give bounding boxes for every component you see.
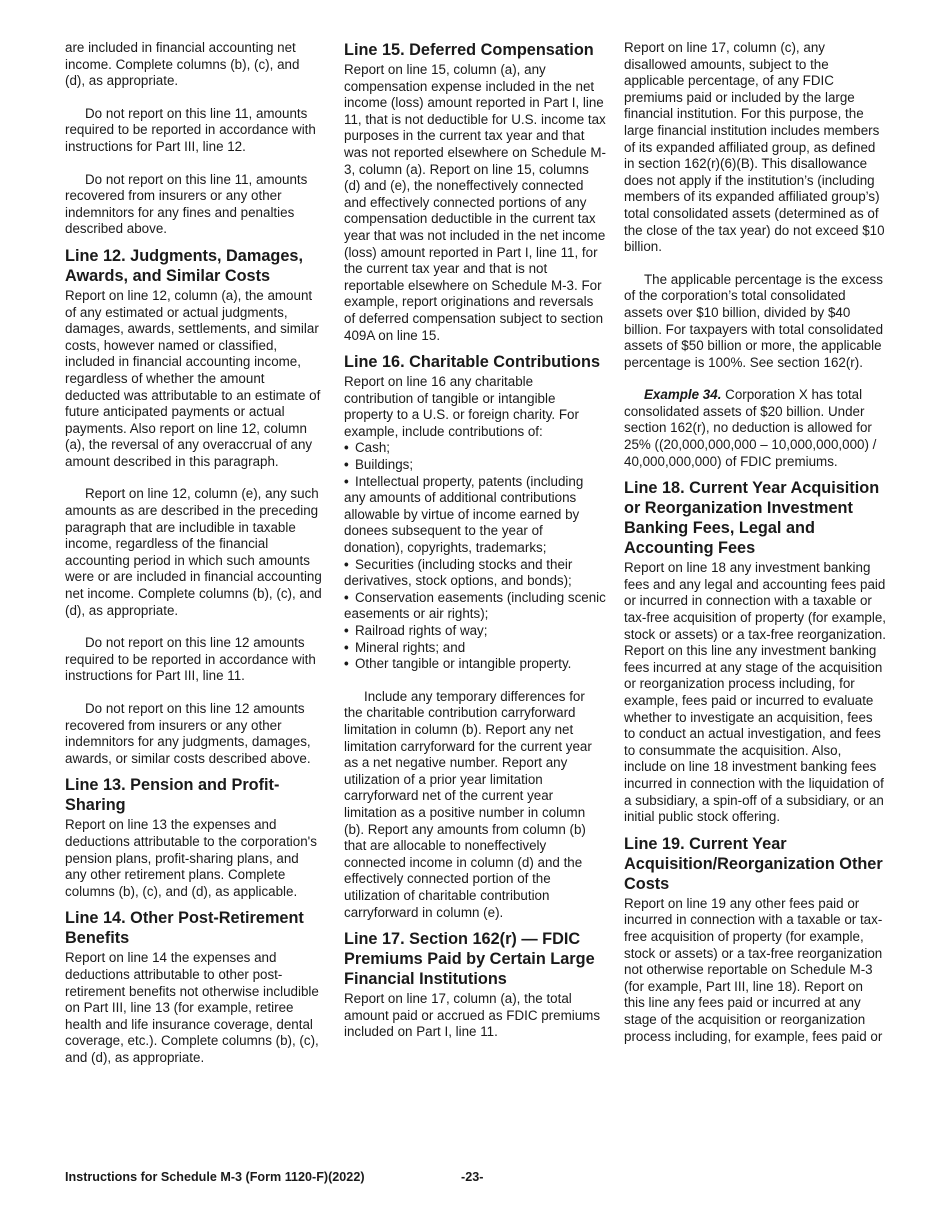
list-item: • Securities (including stocks and their derivatives, stock options, and bonds); bbox=[344, 556, 573, 589]
heading-line-17: Line 17. Section 162(r) — FDIC Premiums Paid by Certain Large Financial Institutions bbox=[344, 930, 595, 989]
column-right bbox=[624, 40, 886, 1045]
page-footer bbox=[65, 1170, 865, 1184]
paragraph: Do not report on this line 11, amounts required to be reported in accordance with instructions for Part III, line 12. bbox=[65, 105, 316, 154]
paragraph: Report on line 17, column (c), any disallowed amounts, subject to the applicable percentage, of any FDIC premiums paid or included by the large financial institution. For this purpose, the large financial institution includes members of its expanded affiliated group, as defined in section 162(r)(6)(B). This disallowance does not apply if the institution’s (including members of its expanded affiliated group’s) total consolidated assets (determined as of the close of the tax year) do not exceed $10 billion. bbox=[624, 40, 885, 255]
heading-line-15: Line 15. Deferred Compensation bbox=[344, 41, 594, 59]
column-left bbox=[65, 40, 323, 1067]
list-item: • Buildings; bbox=[344, 457, 414, 473]
example-label: Example 34. bbox=[644, 387, 722, 403]
paragraph: Report on line 19 any other fees paid or incurred in connection with a taxable or tax-free acquisition of property (for example, stock or assets) or a tax-free reorganization not otherwise reportable on Schedule M-3 (for example, Part III, line 18). Report on this line any fees paid or incurred at any stage of the acquisition or reorganization process including, for example, fees paid or bbox=[624, 895, 883, 1044]
list-item: • Cash; bbox=[344, 440, 390, 456]
paragraph: Report on line 16 any charitable contribution of tangible or intangible property to a U.S. or foreign charity. For example, include contributions of: bbox=[344, 374, 579, 439]
example-text: Corporation X has total consolidated assets of $20 billion. Under section 162(r), no deduction is allowed for 25% ((20,000,000,000 – 10,000,000,000) / 40,000,000,000) of FDIC premiums. bbox=[624, 387, 877, 469]
heading-line-14: Line 14. Other Post-Retirement Benefits bbox=[65, 909, 304, 948]
paragraph: Do not report on this line 12 amounts recovered from insurers or any other indemnitors for any judgments, damages, awards, or similar costs described above. bbox=[65, 701, 311, 766]
footer-title: Instructions for Schedule M-3 (Form 1120-F)(2022) bbox=[65, 1170, 365, 1184]
heading-line-19: Line 19. Current Year Acquisition/Reorganization Other Costs bbox=[624, 834, 883, 893]
paragraph: Report on line 17, column (a), the total amount paid or accrued as FDIC premiums included on Part I, line 11. bbox=[344, 991, 601, 1040]
heading-line-16: Line 16. Charitable Contributions bbox=[344, 353, 601, 372]
paragraph: Report on line 12, column (e), any such amounts as are described in the preceding paragraph that are includible in taxable income, regardless of the financial accounting period in which such amounts were or are included in financial accounting net income. Complete columns (b), (c), and (d), as appropriate. bbox=[65, 486, 322, 618]
list-item: • Conservation easements (including scenic easements or air rights); bbox=[344, 589, 606, 622]
paragraph: Report on line 13 the expenses and deductions attributable to the corporation's pension plans, profit-sharing plans, and any other retirement plans. Complete columns (b), (c), and (d), as applicable. bbox=[65, 817, 317, 899]
paragraph: Include any temporary differences for the charitable contribution carryforward limitation in column (b). Report any net limitation carryforward for the current year as a net negative number. Report any utilization of a prior year limitation carryforward net of the current year limitation as a positive number in column (b). Report any amounts from column (b) that are allocable to noneffectively connected income in column (d) and the effectively connected portion of the utilization of charitable contribution carryforward in column (e). bbox=[344, 688, 592, 920]
column-middle bbox=[344, 40, 606, 1041]
bullet-icon: • bbox=[344, 623, 349, 638]
paragraph: Report on line 15, column (a), any compensation expense included in the net income (loss) amount reported in Part I, line 11, that is not deductible for U.S. income tax purposes in the current tax year and that was not reported elsewhere on Schedule M-3, column (a). Report on line 15, columns (d) and (e), the noneffectively connected and effectively connected portions of any compensation deductible in the current tax year that was not included in the net income (loss) amount reported in Part I, line 11, for the current tax year and that is not reportable elsewhere on Schedule M-3. For example, report originations and reversals of deferred compensation subject to section 409A on line 15. bbox=[344, 62, 607, 343]
bullet-icon: • bbox=[344, 457, 349, 473]
paragraph: The applicable percentage is the excess of the corporation’s total consolidated assets over $10 billion, divided by $40 billion. For taxpayers with total consolidated assets of $50 billion or more, the applicable percentage is 100%. See section 162(r). bbox=[624, 271, 884, 370]
heading-line-12: Line 12. Judgments, Damages, Awards, and Similar Costs bbox=[65, 246, 303, 285]
page-number: -23- bbox=[461, 1170, 484, 1184]
paragraph: Do not report on this line 11, amounts recovered from insurers or any other indemnitors for any fines and penalties described above. bbox=[65, 171, 308, 237]
bullet-icon: • bbox=[344, 589, 349, 605]
bullet-icon: • bbox=[344, 639, 349, 655]
list-item: • Mineral rights; and bbox=[344, 639, 466, 655]
paragraph: Report on line 12, column (a), the amount of any estimated or actual judgments, damages, awards, settlements, and similar costs, however named or classified, included in financial accounting income, regardless of whether the amount deducted was attributable to an estimate of future anticipated payments or actual payments. Also report on line 12, column (a), the reversal of any overaccrual of any amount described in this paragraph. bbox=[65, 287, 321, 469]
bullet-icon: • bbox=[344, 473, 349, 489]
list-item: • Intellectual property, patents (including any amounts of additional contributions allowable by virtue of income earned by donees subsequent to the year of donation), copyrights, trademarks; bbox=[344, 473, 584, 556]
list-item: • Other tangible or intangible property. bbox=[344, 656, 572, 672]
contributions-list bbox=[344, 440, 606, 672]
bullet-icon: • bbox=[344, 656, 349, 672]
paragraph: Do not report on this line 12 amounts required to be reported in accordance with instructions for Part III, line 11. bbox=[65, 635, 316, 684]
paragraph: Report on line 14 the expenses and deductions attributable to other post-retirement benefits not otherwise includible on Part III, line 13 (for example, retiree health and life insurance coverage, dental coverage, etc.). Complete columns (b), (c), and (d), as appropriate. bbox=[65, 950, 319, 1065]
list-item: • Railroad rights of way; bbox=[344, 623, 488, 638]
paragraph: are included in financial accounting net income. Complete columns (b), (c), and (d), as appropriate. bbox=[65, 40, 300, 89]
heading-line-13: Line 13. Pension and Profit-Sharing bbox=[65, 776, 280, 815]
paragraph: Report on line 18 any investment banking fees and any legal and accounting fees paid or incurred in connection with a taxable or tax-free acquisition of property (for example, stock or assets) or a tax-free reorganization. Report on this line any investment banking fees incurred at any stage of the acquisition or reorganization process including, for example, fees paid or incurred to evaluate whether to investigate an acquisition, fees to conduct an actual investigation, and fees to consummate the acquisition. Also, include on line 18 investment banking fees incurred in connection with the liquidation of a subsidiary, a spin-off of a subsidiary, or an initial public stock offering. bbox=[624, 560, 886, 825]
bullet-icon: • bbox=[344, 440, 349, 456]
example-paragraph bbox=[624, 387, 886, 470]
heading-line-18: Line 18. Current Year Acquisition or Reorganization Investment Banking Fees, Legal and Accounting Fees bbox=[624, 479, 880, 558]
bullet-icon: • bbox=[344, 556, 349, 572]
